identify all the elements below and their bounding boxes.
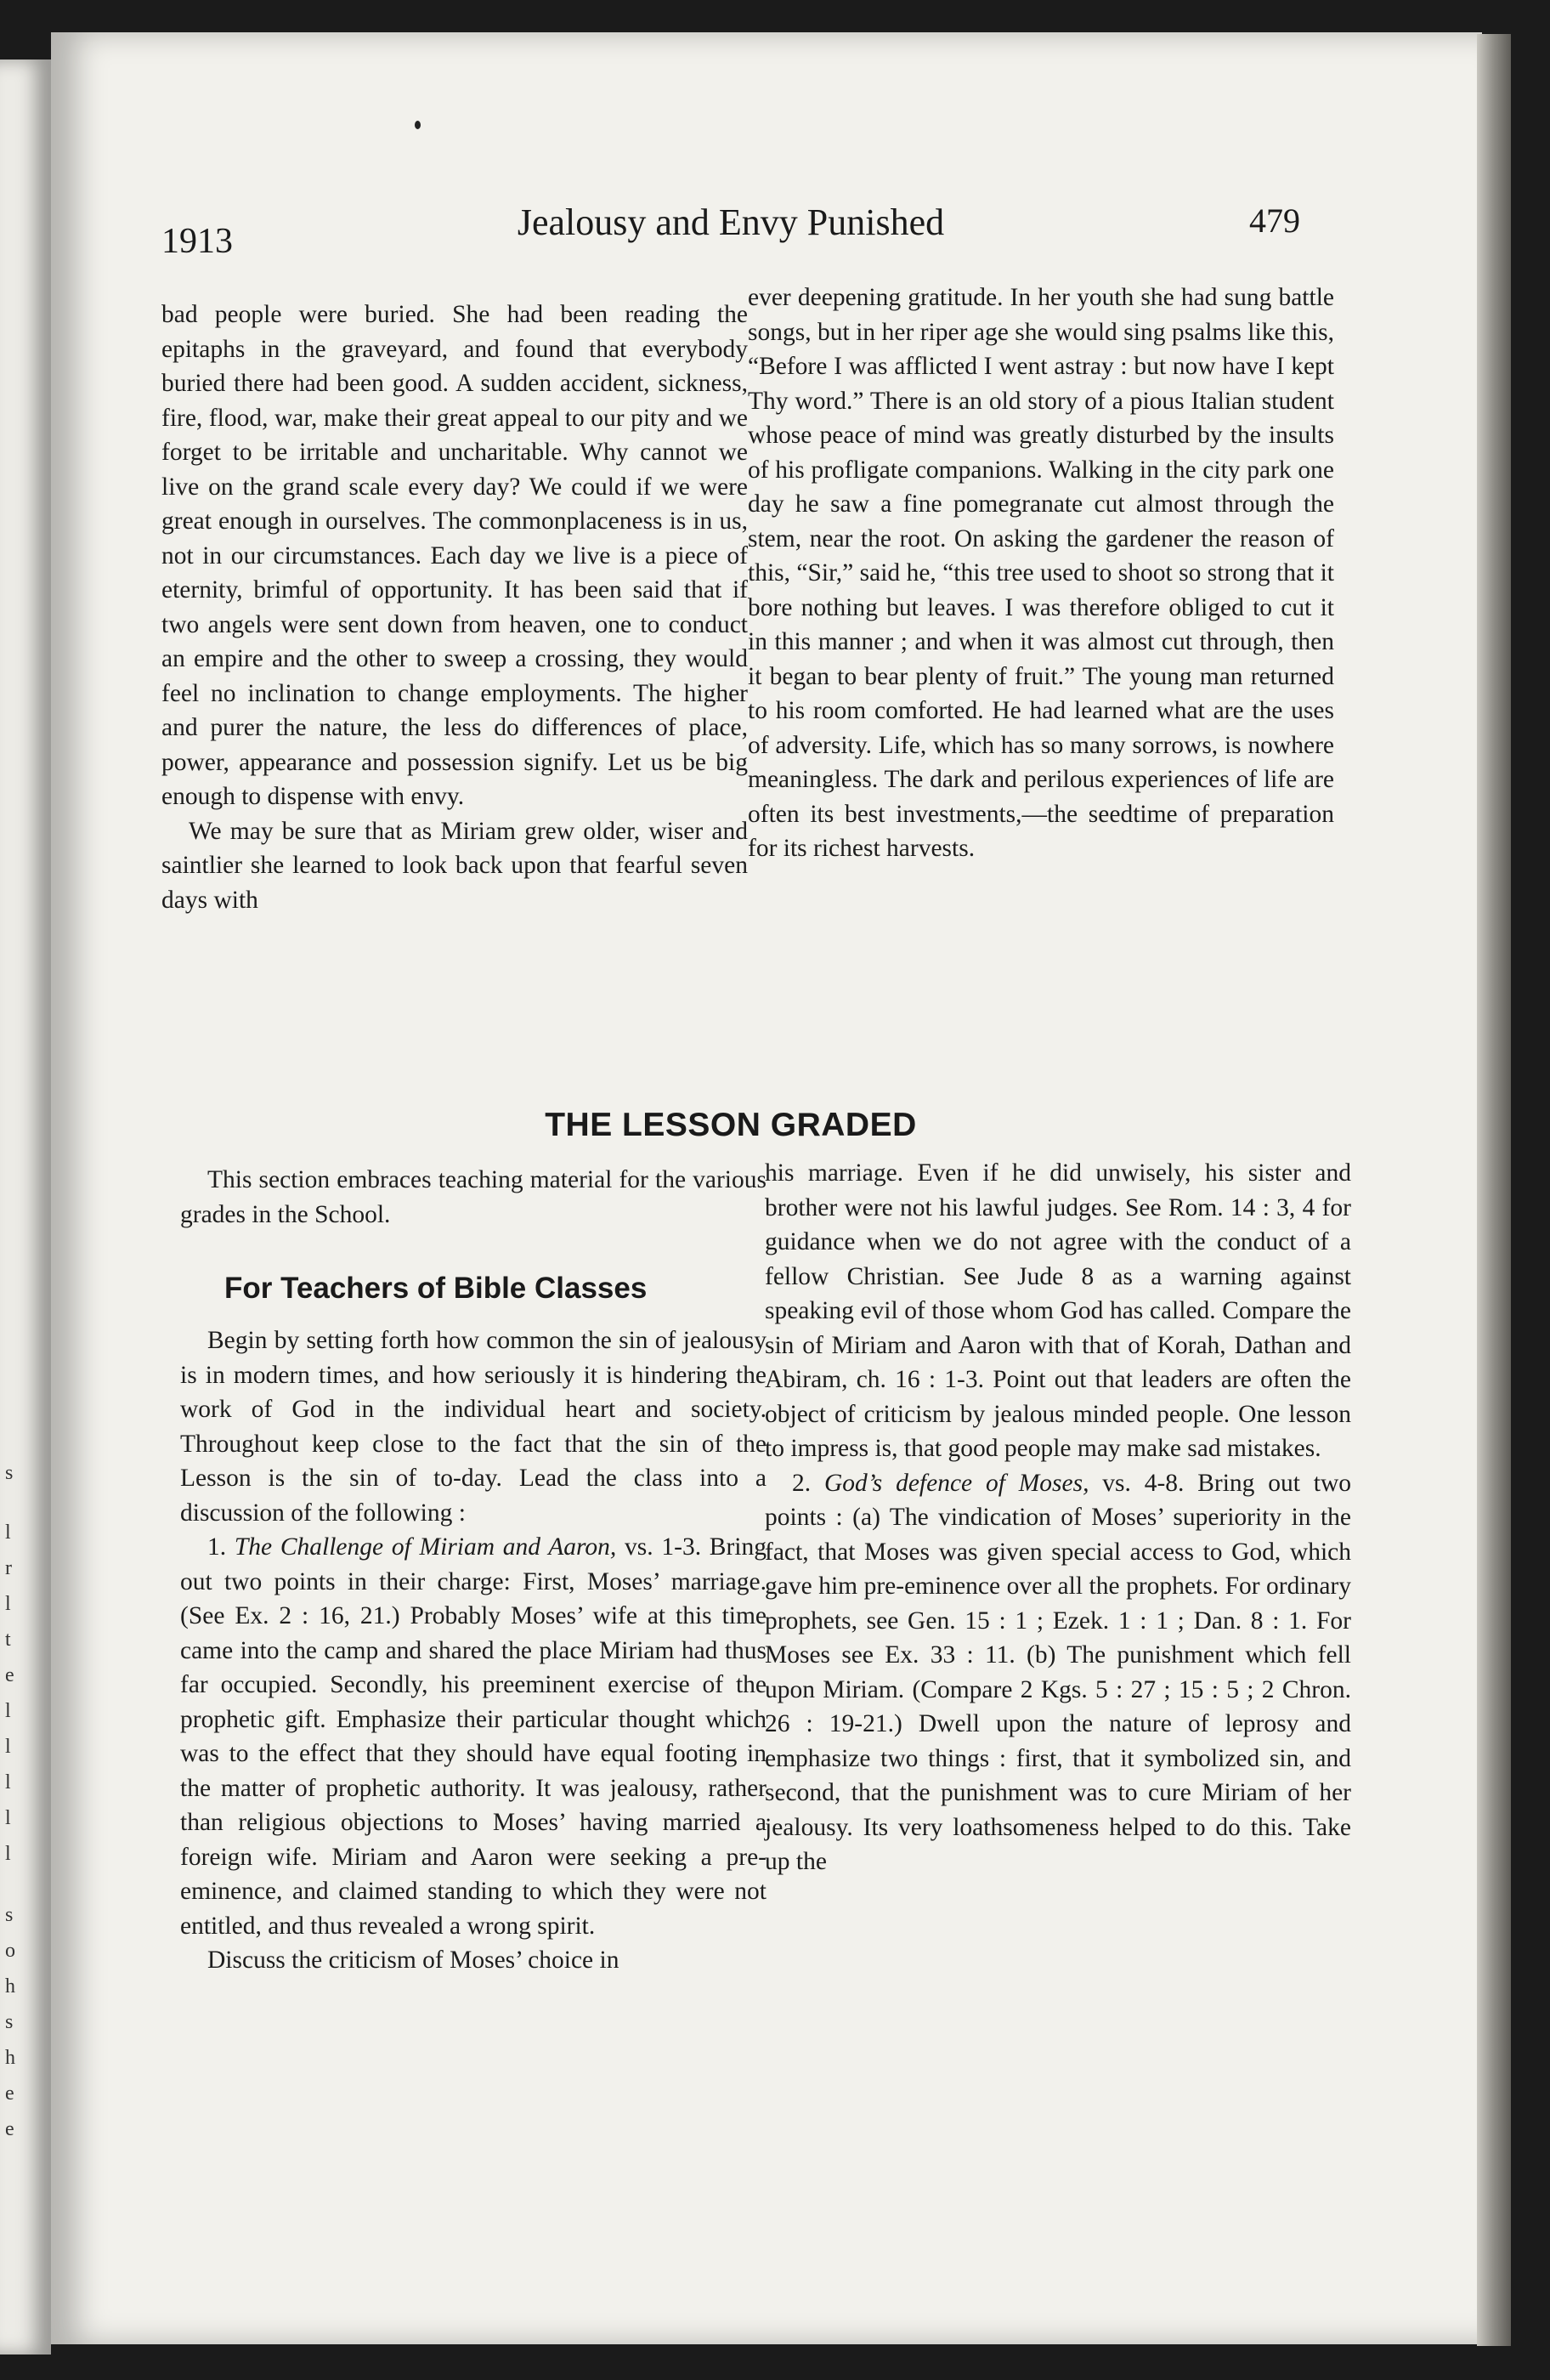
margin-letter: s bbox=[5, 2011, 14, 2033]
paragraph: Discuss the criticism of Moses’ choice in bbox=[207, 1946, 619, 1974]
margin-letter: l bbox=[5, 1771, 11, 1794]
section-title: THE LESSON GRADED bbox=[545, 1107, 917, 1143]
paragraph: his marriage. Even if he did unwisely, his sister and brother were not his lawful judges. See Rom. 14 : 3, 4 for guidance when we do not agree with the conduct of a fellow Christian. See Jude 8 as a warning against speaking evil of those whom God has called. Compare the sin of Miriam and Aaron with that of Korah, Dathan and Abiram, ch. 16 : 1-3. Point out that leaders are often the object of criticism by jealous minded people. One lesson to impress is, that good people may make sad mistakes. bbox=[765, 1159, 1351, 1462]
item-heading: God’s defence of Moses, bbox=[823, 1469, 1089, 1497]
left-column-bottom bbox=[180, 1163, 767, 1978]
margin-letter: l bbox=[5, 1843, 11, 1865]
margin-letter: e bbox=[5, 2082, 14, 2105]
margin-letter: o bbox=[5, 1940, 15, 1962]
right-column-bottom bbox=[765, 1156, 1351, 1879]
paragraph bbox=[180, 1530, 767, 1943]
margin-letter: e bbox=[5, 2118, 14, 2140]
margin-letter: s bbox=[5, 1462, 14, 1484]
item-text: vs. 1-3. Bring out two points in their charge: First, Moses’ marriage. (See Ex. 2 : 16, 21.) Probably Moses’ wife at this time came into the camp and shared the place Miriam had thus far occupied. Secondly, his preeminent exercise of the prophetic gift. Emphasize their particular thought which was to the effect that they should have equal footing in the matter of prophetic authority. It was jealousy, rather than religious objections to Moses’ having married a foreign wife. Miriam and Aaron were seeking a pre-eminence, and claimed standing to which they were not entitled, and thus revealed a wrong spirit. bbox=[180, 1533, 767, 1940]
running-header bbox=[161, 196, 1300, 264]
header-title: Jealousy and Envy Punished bbox=[517, 201, 945, 243]
item-number: 1. bbox=[207, 1533, 235, 1561]
right-column-top bbox=[748, 280, 1334, 866]
section-intro: This section embraces teaching material for the various grades in the School. bbox=[180, 1166, 767, 1228]
right-page-stack bbox=[1477, 34, 1511, 2346]
subheading: For Teachers of Bible Classes bbox=[224, 1272, 648, 1305]
paragraph: ever deepening gratitude. In her youth she had sung battle songs, but in her riper age she would sing psalms like this, “Before I was afflicted I went astray : but now have I kept Thy word.” There is an old story of a pious Italian student whose peace of mind was greatly disturbed by the insults of his profligate companions. Walking in the city park one day he saw a fine pomegranate cut almost through the stem, near the root. On asking the gardener the reason of this, “Sir,” said he, “this tree used to shoot so strong that it bore nothing but leaves. I was therefore obliged to cut it in this manner ; and when it was almost cut through, then it began to bear plenty of fruit.” The young man returned to his room comforted. He had learned what are the uses of adversity. Life, which has so many sorrows, is nowhere meaningless. The dark and perilous experiences of life are often its best investments,—the seedtime of preparation for its richest harvests. bbox=[748, 284, 1334, 862]
item-number: 2. bbox=[792, 1469, 824, 1497]
paragraph: bad people were buried. She had been reading the epitaphs in the graveyard, and found that everybody buried there had been good. A sudden accident, sickness, fire, flood, war, make their great appeal to our pity and we forget to be irritable and uncharitable. Why cannot we live on the grand scale every day? We could if we were great enough in ourselves. The commonplaceness is in us, not in our circumstances. Each day we live is a piece of eternity, brimful of opportunity. It has been said that if two angels were sent down from heaven, one to conduct an empire and the other to sweep a crossing, they would feel no inclination to change employments. The higher and purer the nature, the less do differences of place, power, appearance and possession signify. Let us be big enough to dispense with envy. bbox=[161, 301, 748, 810]
margin-letter: l bbox=[5, 1807, 11, 1829]
left-column-top bbox=[161, 298, 748, 917]
header-year: 1913 bbox=[161, 222, 233, 261]
margin-letter: t bbox=[5, 1629, 11, 1651]
paragraph bbox=[765, 1466, 1351, 1879]
item-text: vs. 4-8. Bring out two points : (a) The vindication of Moses’ superiority in the fact, that Moses was given special access to God, which gave him pre-eminence over all the prophets. For ordinary prophets, see Gen. 15 : 1 ; Ezek. 1 : 1 ; Dan. 8 : 1. For Moses see Ex. 33 : 11. (b) The punishment which fell upon Miriam. (Compare 2 Kgs. 5 : 27 ; 15 : 5 ; 2 Chron. 26 : 19-21.) Dwell upon the nature of leprosy and emphasize two things : first, that it symbolized sin, and second, that the punishment was to cure Miriam of her jealousy. Its very loathsomeness helped to do this. Take up the bbox=[765, 1469, 1352, 1875]
paragraph: Begin by setting forth how common the sin of jealousy is in modern times, and how seriously it is hindering the work of God in the individual heart and society. Throughout keep close to the fact that the sin of the Lesson is the sin of to-day. Lead the class into a discussion of the following : bbox=[180, 1327, 767, 1527]
item-heading: The Challenge of Miriam and Aaron, bbox=[234, 1533, 617, 1561]
paragraph: We may be sure that as Miriam grew older, wiser and saintlier she learned to look back upon that fearful seven days with bbox=[161, 817, 748, 914]
margin-letter: h bbox=[5, 1975, 15, 1998]
margin-letter: l bbox=[5, 1593, 11, 1615]
ink-speck bbox=[415, 121, 421, 129]
margin-letter: s bbox=[5, 1904, 14, 1926]
left-page-edge bbox=[0, 60, 51, 2354]
margin-letter: l bbox=[5, 1700, 11, 1722]
margin-letter: e bbox=[5, 1664, 14, 1686]
margin-letter: h bbox=[5, 2047, 15, 2069]
page-number: 479 bbox=[1249, 201, 1300, 240]
margin-letter: l bbox=[5, 1522, 11, 1544]
margin-letter: r bbox=[5, 1557, 12, 1579]
margin-letter: l bbox=[5, 1736, 11, 1758]
